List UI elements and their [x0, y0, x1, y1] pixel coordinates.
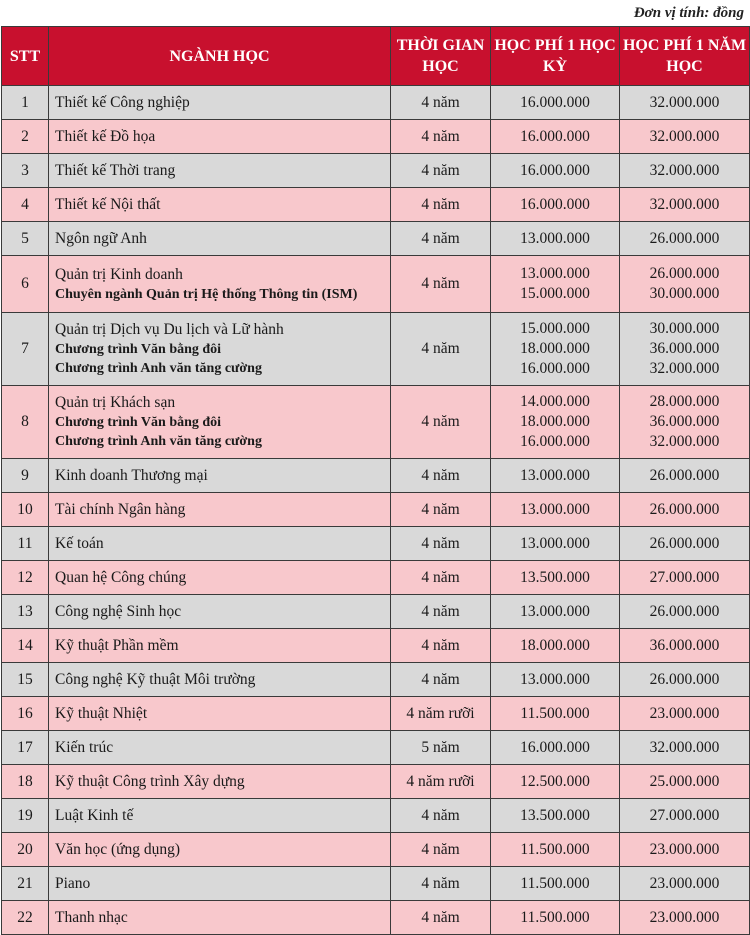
cell-duration: 4 năm — [391, 386, 491, 459]
table-row — [2, 154, 750, 188]
cell-stt: 10 — [2, 493, 49, 527]
cell-duration: 4 năm — [391, 595, 491, 629]
cell-fee-year — [620, 595, 750, 629]
header-major: NGÀNH HỌC — [49, 27, 391, 86]
cell-duration: 4 năm — [391, 188, 491, 222]
fee-semester-value: 13.000.000 — [520, 466, 590, 484]
header-fee-year — [620, 27, 750, 86]
fee-semester-value: 13.000.000 — [520, 670, 590, 688]
cell-stt: 18 — [2, 765, 49, 799]
fee-semester-value: 11.500.000 — [520, 874, 590, 892]
cell-fee-semester — [491, 663, 620, 697]
fee-semester-value: 13.500.000 — [520, 806, 590, 824]
header-fee-semester — [491, 27, 620, 86]
cell-major — [49, 313, 391, 386]
cell-major — [49, 833, 391, 867]
fee-year-value: 32.000.000 — [649, 127, 720, 145]
header-duration-line-2: HỌC — [422, 58, 459, 75]
cell-major — [49, 493, 391, 527]
fee-year-value: 36.000.000 — [649, 636, 720, 654]
header-duration — [391, 27, 491, 86]
cell-fee-year — [620, 561, 750, 595]
cell-fee-year — [620, 799, 750, 833]
cell-fee-year — [620, 86, 750, 120]
cell-major — [49, 731, 391, 765]
fee-year-value: 25.000.000 — [649, 772, 720, 790]
header-row — [2, 27, 750, 86]
fee-semester-value: 13.500.000 — [520, 568, 590, 586]
cell-fee-semester — [491, 459, 620, 493]
cell-duration: 4 năm — [391, 256, 491, 313]
fee-year-value: 26.000.000 — [649, 602, 720, 620]
fee-year-value: 26.000.000 — [649, 500, 720, 518]
header-fee-semester-line-1: HỌC PHÍ — [494, 37, 564, 54]
cell-fee-year — [620, 833, 750, 867]
cell-fee-year — [620, 154, 750, 188]
fee-semester-value: 12.500.000 — [520, 772, 590, 790]
cell-duration: 4 năm — [391, 459, 491, 493]
cell-stt: 13 — [2, 595, 49, 629]
cell-stt: 3 — [2, 154, 49, 188]
cell-stt: 14 — [2, 629, 49, 663]
major-name: Thiết kế Công nghiệp — [55, 93, 190, 111]
table-row — [2, 561, 750, 595]
cell-fee-semester — [491, 799, 620, 833]
fee-semester-value: 18.000.000 — [520, 413, 590, 430]
fee-year-value: 26.000.000 — [649, 534, 720, 552]
table-row — [2, 765, 750, 799]
cell-fee-year — [620, 527, 750, 561]
major-name: Ngôn ngữ Anh — [55, 229, 147, 247]
cell-fee-semester — [491, 629, 620, 663]
cell-fee-semester — [491, 86, 620, 120]
major-name: Kỹ thuật Công trình Xây dựng — [55, 772, 245, 790]
table-row — [2, 222, 750, 256]
cell-major — [49, 527, 391, 561]
table-row — [2, 901, 750, 935]
major-name: Công nghệ Sinh học — [55, 602, 182, 620]
table-row — [2, 120, 750, 154]
cell-duration: 4 năm rưỡi — [391, 765, 491, 799]
cell-fee-year — [620, 313, 750, 386]
cell-stt: 2 — [2, 120, 49, 154]
cell-fee-semester — [491, 765, 620, 799]
cell-stt: 12 — [2, 561, 49, 595]
fee-year-value: 23.000.000 — [649, 908, 720, 926]
cell-fee-year — [620, 901, 750, 935]
cell-fee-semester — [491, 188, 620, 222]
major-subprogram: Chương trình Văn bằng đôi — [55, 415, 222, 430]
fee-year-value: 26.000.000 — [649, 229, 720, 247]
header-stt: STT — [2, 27, 49, 86]
cell-fee-semester — [491, 154, 620, 188]
major-name: Kinh doanh Thương mại — [55, 466, 208, 484]
cell-stt: 16 — [2, 697, 49, 731]
major-name: Tài chính Ngân hàng — [55, 500, 186, 518]
fee-year-value: 32.000.000 — [649, 360, 720, 377]
major-name: Quản trị Kinh doanh — [55, 265, 183, 283]
header-fee-year-line-1: HỌC PHÍ — [622, 37, 692, 54]
fee-semester-value: 13.000.000 — [520, 500, 590, 518]
cell-duration: 4 năm — [391, 867, 491, 901]
fee-semester-value: 16.000.000 — [520, 195, 590, 213]
cell-stt: 21 — [2, 867, 49, 901]
cell-fee-semester — [491, 697, 620, 731]
fee-year-value: 32.000.000 — [649, 195, 720, 213]
fee-semester-value: 13.000.000 — [520, 229, 590, 247]
fee-semester-value: 13.000.000 — [520, 602, 590, 620]
fee-year-value: 32.000.000 — [649, 161, 720, 179]
table-row — [2, 188, 750, 222]
cell-stt: 8 — [2, 386, 49, 459]
cell-duration: 5 năm — [391, 731, 491, 765]
cell-fee-year — [620, 629, 750, 663]
fee-semester-value: 16.000.000 — [520, 127, 590, 145]
cell-stt: 20 — [2, 833, 49, 867]
header-fee-semester-line-2: 1 HỌC KỲ — [543, 37, 616, 75]
cell-fee-year — [620, 765, 750, 799]
cell-major — [49, 459, 391, 493]
cell-fee-year — [620, 867, 750, 901]
cell-fee-year — [620, 120, 750, 154]
fee-semester-value: 14.000.000 — [520, 393, 590, 410]
major-name: Kỹ thuật Nhiệt — [55, 704, 148, 722]
table-row — [2, 256, 750, 313]
fee-year-value: 27.000.000 — [649, 568, 720, 586]
major-name: Kiến trúc — [55, 738, 114, 756]
cell-major — [49, 154, 391, 188]
major-name: Quan hệ Công chúng — [55, 568, 187, 586]
major-subprogram: Chương trình Anh văn tăng cường — [55, 434, 262, 449]
cell-duration: 4 năm — [391, 493, 491, 527]
major-name: Quản trị Dịch vụ Du lịch và Lữ hành — [55, 321, 284, 338]
table-row — [2, 595, 750, 629]
fee-year-value: 26.000.000 — [649, 265, 720, 282]
fee-year-value: 23.000.000 — [649, 840, 720, 858]
cell-fee-semester — [491, 901, 620, 935]
cell-duration: 4 năm — [391, 799, 491, 833]
cell-duration: 4 năm — [391, 222, 491, 256]
cell-duration: 4 năm — [391, 313, 491, 386]
major-name: Piano — [55, 874, 91, 892]
fee-year-value: 27.000.000 — [649, 806, 720, 824]
fee-semester-value: 18.000.000 — [520, 636, 590, 654]
cell-major — [49, 867, 391, 901]
cell-fee-year — [620, 697, 750, 731]
cell-fee-year — [620, 493, 750, 527]
cell-duration: 4 năm — [391, 833, 491, 867]
fee-semester-value: 15.000.000 — [520, 320, 590, 337]
cell-duration: 4 năm — [391, 120, 491, 154]
table-row — [2, 663, 750, 697]
table-body — [2, 86, 750, 935]
fee-semester-value: 16.000.000 — [520, 161, 590, 179]
cell-fee-semester — [491, 595, 620, 629]
table-row — [2, 493, 750, 527]
cell-stt: 17 — [2, 731, 49, 765]
major-name: Quản trị Khách sạn — [55, 394, 176, 411]
cell-fee-year — [620, 731, 750, 765]
cell-fee-year — [620, 386, 750, 459]
major-name: Công nghệ Kỹ thuật Môi trường — [55, 670, 256, 688]
table-row — [2, 629, 750, 663]
cell-fee-year — [620, 256, 750, 313]
table-row — [2, 833, 750, 867]
major-name: Luật Kinh tế — [55, 806, 134, 824]
fee-semester-value: 11.500.000 — [520, 840, 590, 858]
fee-semester-value: 15.000.000 — [520, 285, 590, 302]
cell-fee-semester — [491, 222, 620, 256]
cell-stt: 9 — [2, 459, 49, 493]
fee-semester-value: 13.000.000 — [520, 534, 590, 552]
cell-stt: 11 — [2, 527, 49, 561]
fee-year-value: 36.000.000 — [649, 413, 720, 430]
cell-fee-semester — [491, 527, 620, 561]
cell-major — [49, 222, 391, 256]
fee-year-value: 26.000.000 — [649, 466, 720, 484]
cell-fee-year — [620, 222, 750, 256]
fee-semester-value: 16.000.000 — [520, 360, 590, 377]
cell-duration: 4 năm — [391, 663, 491, 697]
cell-fee-semester — [491, 386, 620, 459]
cell-fee-semester — [491, 833, 620, 867]
cell-major — [49, 799, 391, 833]
cell-major — [49, 663, 391, 697]
fee-semester-value: 11.500.000 — [520, 908, 590, 926]
cell-major — [49, 120, 391, 154]
fee-semester-value: 18.000.000 — [520, 340, 590, 357]
cell-stt: 7 — [2, 313, 49, 386]
major-name: Kỹ thuật Phần mềm — [55, 636, 179, 654]
major-name: Thiết kế Thời trang — [55, 161, 176, 179]
fee-semester-value: 16.000.000 — [520, 738, 590, 756]
table-row — [2, 731, 750, 765]
cell-duration: 4 năm — [391, 629, 491, 663]
cell-fee-year — [620, 663, 750, 697]
major-name: Văn học (ứng dụng) — [55, 840, 181, 858]
cell-stt: 15 — [2, 663, 49, 697]
fee-year-value: 32.000.000 — [649, 738, 720, 756]
cell-fee-year — [620, 459, 750, 493]
fee-semester-value: 11.500.000 — [520, 704, 590, 722]
fee-year-value: 36.000.000 — [649, 340, 720, 357]
fee-year-value: 28.000.000 — [649, 393, 720, 410]
cell-fee-year — [620, 188, 750, 222]
tuition-table — [1, 26, 750, 935]
cell-major — [49, 697, 391, 731]
table-row — [2, 799, 750, 833]
cell-duration: 4 năm — [391, 154, 491, 188]
cell-fee-semester — [491, 256, 620, 313]
table-row — [2, 386, 750, 459]
table-row — [2, 867, 750, 901]
fee-year-value: 23.000.000 — [649, 704, 720, 722]
cell-major — [49, 188, 391, 222]
cell-major — [49, 386, 391, 459]
fee-year-value: 32.000.000 — [649, 93, 720, 111]
cell-duration: 4 năm — [391, 86, 491, 120]
cell-duration: 4 năm — [391, 901, 491, 935]
cell-fee-semester — [491, 731, 620, 765]
major-name: Thanh nhạc — [55, 908, 128, 926]
table-row — [2, 313, 750, 386]
cell-duration: 4 năm rưỡi — [391, 697, 491, 731]
major-name: Thiết kế Đồ họa — [55, 127, 156, 145]
cell-major — [49, 86, 391, 120]
cell-fee-semester — [491, 493, 620, 527]
cell-stt: 22 — [2, 901, 49, 935]
header-fee-year-line-2: 1 NĂM HỌC — [666, 37, 747, 75]
table-row — [2, 459, 750, 493]
fee-year-value: 32.000.000 — [649, 433, 720, 450]
header-duration-line-1: THỜI GIAN — [396, 37, 485, 54]
fee-semester-value: 13.000.000 — [520, 265, 590, 282]
cell-duration: 4 năm — [391, 561, 491, 595]
table-row — [2, 86, 750, 120]
cell-stt: 4 — [2, 188, 49, 222]
fee-year-value: 30.000.000 — [649, 285, 720, 302]
fee-semester-value: 16.000.000 — [520, 93, 590, 111]
cell-duration: 4 năm — [391, 527, 491, 561]
cell-fee-semester — [491, 867, 620, 901]
major-subprogram: Chuyên ngành Quản trị Hệ thống Thông tin (ISM) — [55, 286, 358, 302]
cell-fee-semester — [491, 561, 620, 595]
cell-major — [49, 765, 391, 799]
fee-year-value: 26.000.000 — [649, 670, 720, 688]
cell-major — [49, 256, 391, 313]
major-name: Thiết kế Nội thất — [55, 195, 161, 213]
fee-year-value: 30.000.000 — [649, 320, 720, 337]
unit-note: Đơn vị tính: đồng — [633, 5, 744, 21]
table-row — [2, 527, 750, 561]
fee-year-value: 23.000.000 — [649, 874, 720, 892]
cell-major — [49, 901, 391, 935]
cell-stt: 6 — [2, 256, 49, 313]
cell-stt: 19 — [2, 799, 49, 833]
cell-fee-semester — [491, 120, 620, 154]
cell-stt: 1 — [2, 86, 49, 120]
table-row — [2, 697, 750, 731]
cell-major — [49, 629, 391, 663]
fee-semester-value: 16.000.000 — [520, 433, 590, 450]
cell-major — [49, 595, 391, 629]
major-subprogram: Chương trình Anh văn tăng cường — [55, 361, 262, 376]
cell-major — [49, 561, 391, 595]
major-subprogram: Chương trình Văn bằng đôi — [55, 342, 222, 357]
cell-stt: 5 — [2, 222, 49, 256]
major-name: Kế toán — [55, 534, 104, 552]
cell-fee-semester — [491, 313, 620, 386]
